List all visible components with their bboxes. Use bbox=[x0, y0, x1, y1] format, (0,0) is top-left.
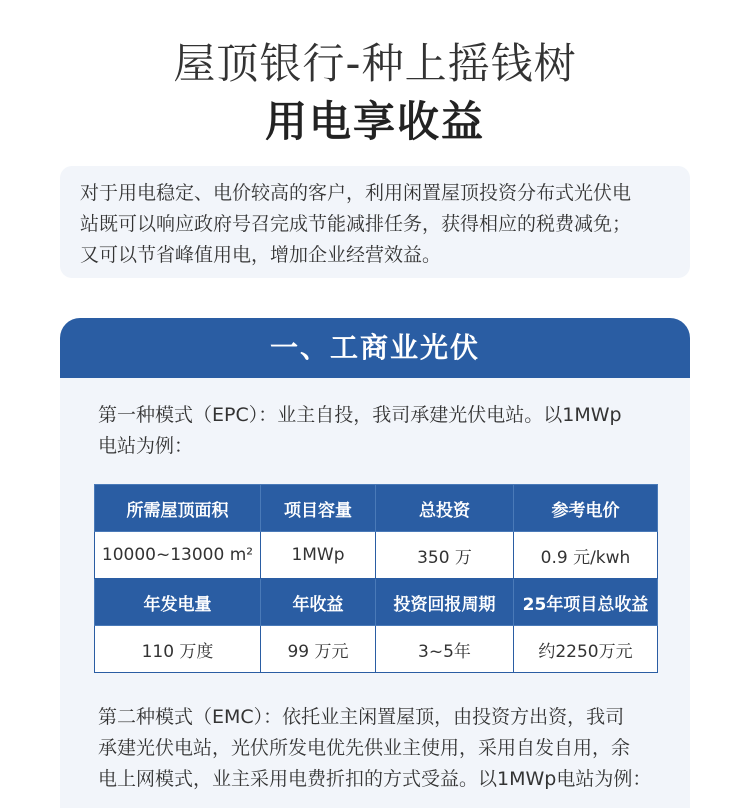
table-cell: 0.9 元/kwh bbox=[514, 532, 658, 579]
intro-line: 对于用电稳定、电价较高的客户，利用闲置屋顶投资分布式光伏电 bbox=[80, 182, 632, 204]
table-header-cell: 25年项目总收益 bbox=[514, 579, 658, 626]
table-header-cell: 总投资 bbox=[376, 485, 514, 532]
table-header-row bbox=[95, 579, 658, 626]
table-cell: 1MWp bbox=[261, 532, 376, 579]
section-header: 一、工商业光伏 bbox=[60, 318, 690, 378]
mode2-line: 电上网模式，业主采用电费折扣的方式受益。以1MWp电站为例： bbox=[98, 768, 652, 790]
table-header-cell: 投资回报周期 bbox=[376, 579, 514, 626]
intro-line: 站既可以响应政府号召完成节能减排任务，获得相应的税费减免； bbox=[80, 213, 632, 235]
mode2-line: 承建光伏电站，光伏所发电优先供业主使用，采用自发自用，余 bbox=[98, 737, 631, 759]
table-cell: 10000~13000 m² bbox=[95, 532, 261, 579]
intro-box bbox=[60, 166, 690, 278]
table-header-cell: 年收益 bbox=[261, 579, 376, 626]
table-header-cell: 项目容量 bbox=[261, 485, 376, 532]
epc-spec-table bbox=[94, 484, 658, 673]
table-cell: 99 万元 bbox=[261, 626, 376, 673]
table-cell: 350 万 bbox=[376, 532, 514, 579]
section-commercial-pv bbox=[60, 318, 690, 808]
mode1-description bbox=[98, 400, 622, 462]
table-cell: 110 万度 bbox=[95, 626, 261, 673]
table-header-cell: 参考电价 bbox=[514, 485, 658, 532]
mode2-description bbox=[98, 702, 651, 795]
table-header-cell: 年发电量 bbox=[95, 579, 261, 626]
table-header-row bbox=[95, 485, 658, 532]
table-cell: 约2250万元 bbox=[514, 626, 658, 673]
mode1-line: 电站为例： bbox=[98, 435, 194, 457]
mode2-line: 第二种模式（EMC）：依托业主闲置屋顶，由投资方出资，我司 bbox=[98, 706, 625, 728]
table-row bbox=[95, 532, 658, 579]
mode1-line: 第一种模式（EPC）：业主自投，我司承建光伏电站。以1MWp bbox=[98, 404, 622, 426]
table-header-cell: 所需屋顶面积 bbox=[95, 485, 261, 532]
page-subtitle: 用电享收益 bbox=[264, 97, 485, 146]
table-row bbox=[95, 626, 658, 673]
page-title: 屋顶银行-种上摇钱树 bbox=[173, 39, 577, 88]
intro-line: 又可以节省峰值用电，增加企业经营效益。 bbox=[80, 244, 442, 266]
table-cell: 3~5年 bbox=[376, 626, 514, 673]
